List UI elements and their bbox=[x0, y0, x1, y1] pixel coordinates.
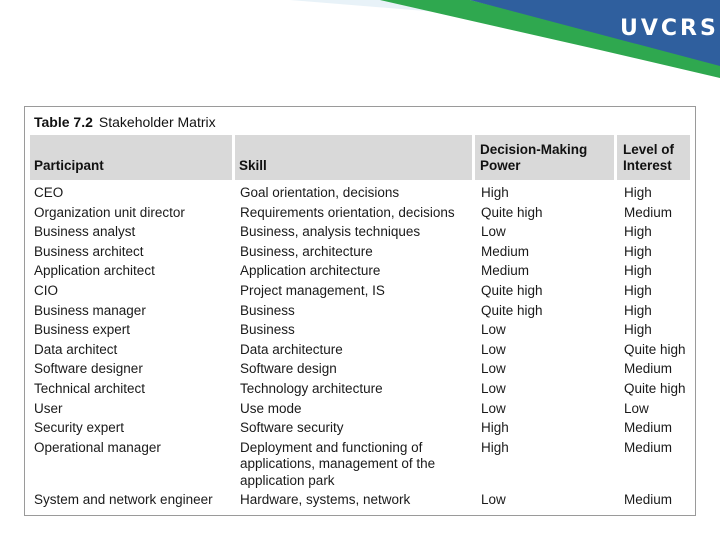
header-skill-label: Skill bbox=[239, 158, 267, 173]
interest-cell: Low bbox=[624, 400, 649, 416]
decision-power-cell: High bbox=[481, 420, 509, 436]
decision-power-cell: Low bbox=[481, 492, 506, 508]
skill-cell: Goal orientation, decisions bbox=[240, 185, 400, 200]
participant-cell: Organization unit director bbox=[34, 204, 185, 220]
header-participant-label: Participant bbox=[34, 158, 104, 173]
participant-cell: Business architect bbox=[34, 243, 144, 259]
participant-cell: Business analyst bbox=[34, 224, 136, 240]
stakeholder-table-card bbox=[24, 106, 696, 516]
table-row bbox=[30, 420, 690, 440]
table-row bbox=[30, 303, 690, 323]
skill-cell: Data architecture bbox=[240, 341, 343, 357]
interest-cell: High bbox=[624, 263, 652, 279]
interest-cell: High bbox=[624, 185, 652, 200]
participant-cell: Operational manager bbox=[34, 439, 161, 455]
interest-cell: Quite high bbox=[624, 341, 686, 357]
table-row bbox=[30, 440, 690, 493]
table-header-row bbox=[30, 135, 690, 180]
decision-power-cell: High bbox=[481, 439, 509, 455]
participant-cell: Business expert bbox=[34, 322, 131, 338]
header-decision-power-label bbox=[480, 142, 587, 174]
skill-cell: Software security bbox=[240, 420, 344, 436]
interest-cell: High bbox=[624, 302, 652, 318]
interest-cell: Medium bbox=[624, 204, 673, 220]
skill-cell: Business bbox=[240, 302, 295, 318]
header-decision-power bbox=[476, 135, 612, 180]
skill-cell: Hardware, systems, network bbox=[240, 492, 411, 508]
decision-power-cell: High bbox=[481, 185, 509, 200]
participant-cell: System and network engineer bbox=[34, 492, 213, 508]
decision-power-cell: Medium bbox=[481, 263, 530, 279]
header-participant bbox=[30, 135, 230, 180]
table-row bbox=[30, 322, 690, 342]
header-decision-power-line2: Power bbox=[480, 158, 521, 173]
interest-cell: High bbox=[624, 282, 652, 298]
decision-power-cell: Quite high bbox=[481, 282, 543, 298]
skill-cell: Business bbox=[240, 322, 295, 338]
participant-cell: Business manager bbox=[34, 302, 146, 318]
decision-power-cell: Medium bbox=[481, 243, 530, 259]
interest-cell: Medium bbox=[624, 361, 673, 377]
skill-cell: Requirements orientation, decisions bbox=[240, 204, 455, 220]
skill-cell: Software design bbox=[240, 361, 337, 377]
interest-cell: Quite high bbox=[624, 380, 686, 396]
slide-header-banner bbox=[0, 0, 720, 80]
decision-power-cell: Low bbox=[481, 224, 506, 240]
table-row bbox=[30, 361, 690, 381]
decision-power-cell: Low bbox=[481, 341, 506, 357]
decision-power-cell: Low bbox=[481, 400, 506, 416]
participant-cell: User bbox=[34, 400, 63, 416]
interest-cell: Medium bbox=[624, 492, 673, 508]
decision-power-cell: Low bbox=[481, 380, 506, 396]
header-interest-label bbox=[623, 142, 674, 174]
table-row bbox=[30, 401, 690, 421]
caption-title: Stakeholder Matrix bbox=[98, 114, 216, 130]
participant-cell: Software designer bbox=[34, 361, 143, 377]
header-skill bbox=[235, 135, 471, 180]
header-decision-power-line1: Decision-Making bbox=[480, 142, 588, 157]
interest-cell: Medium bbox=[624, 439, 673, 455]
table-row bbox=[30, 492, 690, 512]
skill-cell: Technology architecture bbox=[240, 380, 383, 396]
uvcrs-logo: UVCRS bbox=[620, 16, 719, 41]
decision-power-cell: Quite high bbox=[481, 204, 543, 220]
skill-cell: Deployment and functioning of applications, management of the application park bbox=[240, 439, 436, 488]
decision-power-cell: Low bbox=[481, 361, 506, 377]
table-row bbox=[30, 205, 690, 225]
header-stripes bbox=[0, 0, 720, 80]
participant-cell: Technical architect bbox=[34, 380, 146, 396]
participant-cell: Security expert bbox=[34, 420, 125, 436]
participant-cell: Application architect bbox=[34, 263, 155, 279]
skill-cell: Use mode bbox=[240, 400, 302, 416]
table-row bbox=[30, 342, 690, 362]
decision-power-cell: Low bbox=[481, 322, 506, 338]
header-interest bbox=[619, 135, 690, 180]
skill-cell: Business, analysis techniques bbox=[240, 224, 421, 240]
header-interest-line2: Interest bbox=[623, 158, 672, 173]
interest-cell: High bbox=[624, 322, 652, 338]
skill-cell: Application architecture bbox=[240, 263, 381, 279]
decision-power-cell: Quite high bbox=[481, 302, 543, 318]
interest-cell: Medium bbox=[624, 420, 673, 436]
table-row bbox=[30, 381, 690, 401]
table-caption bbox=[34, 114, 216, 130]
skill-cell: Project management, IS bbox=[240, 282, 385, 298]
table-row bbox=[30, 224, 690, 244]
table-row bbox=[30, 283, 690, 303]
participant-cell: CIO bbox=[34, 282, 59, 298]
table-body bbox=[30, 185, 690, 512]
interest-cell: High bbox=[624, 243, 652, 259]
interest-cell: High bbox=[624, 224, 652, 240]
participant-cell: CEO bbox=[34, 185, 64, 200]
participant-cell: Data architect bbox=[34, 341, 118, 357]
header-interest-line1: Level of bbox=[623, 142, 675, 157]
caption-number: Table 7.2 bbox=[34, 114, 93, 130]
table-row bbox=[30, 185, 690, 205]
table-row bbox=[30, 244, 690, 264]
skill-cell: Business, architecture bbox=[240, 243, 373, 259]
table-row bbox=[30, 263, 690, 283]
